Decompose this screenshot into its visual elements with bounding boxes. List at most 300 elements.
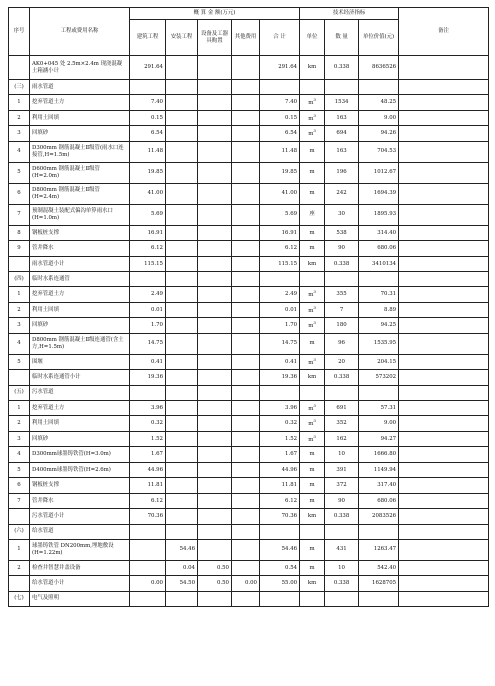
- header-estimate-group: 概 算 金 额(万元): [130, 8, 300, 20]
- cell-remark: [399, 370, 489, 386]
- cell-install: [166, 447, 198, 463]
- cell-equipment: [198, 302, 232, 318]
- cell-name: 球墨铸铁管 DN200mm,埋地敷设(H=1.22m): [30, 539, 130, 560]
- cell-unit: m: [300, 225, 325, 241]
- cell-unit: m: [300, 183, 325, 204]
- cell-unit: m: [300, 493, 325, 509]
- cell-empty: [166, 524, 198, 539]
- cell-remark: [399, 204, 489, 225]
- cell-qty: 355: [325, 287, 359, 303]
- cell-other: [232, 56, 260, 80]
- cell-equipment: [198, 225, 232, 241]
- cell-name: 挖弃管道土方: [30, 400, 130, 416]
- table-row: [9, 509, 489, 525]
- cell-install: [166, 333, 198, 354]
- cell-install: [166, 431, 198, 447]
- cell-unit: km: [300, 56, 325, 80]
- table-row: [9, 302, 489, 318]
- cell-total: 41.00: [260, 183, 300, 204]
- cell-equipment: [198, 462, 232, 478]
- cell-unit-value: 1694.39: [359, 183, 399, 204]
- cell-building: 11.48: [130, 141, 166, 162]
- cell-empty: [260, 272, 300, 287]
- cell-seq: 1: [9, 400, 30, 416]
- cell-name: 给水管道小计: [30, 576, 130, 592]
- cell-equipment: [198, 183, 232, 204]
- cell-seq: [9, 56, 30, 80]
- cell-remark: [399, 183, 489, 204]
- cell-other: [232, 225, 260, 241]
- cell-name: D300mm球墨铸铁管(H=3.0m): [30, 447, 130, 463]
- cell-seq: 5: [9, 162, 30, 183]
- cell-qty: 694: [325, 126, 359, 142]
- cell-qty: 0.338: [325, 256, 359, 272]
- table-row: [9, 416, 489, 432]
- cell-building: 0.01: [130, 302, 166, 318]
- cell-remark: [399, 431, 489, 447]
- cell-install: [166, 318, 198, 334]
- cell-total: 7.40: [260, 95, 300, 111]
- cell-name: 挖弃管道土方: [30, 95, 130, 111]
- cell-empty: [166, 272, 198, 287]
- cell-seq: 8: [9, 225, 30, 241]
- cell-qty: 242: [325, 183, 359, 204]
- table-row: [9, 56, 489, 80]
- cell-qty: 10: [325, 560, 359, 576]
- table-row: [9, 318, 489, 334]
- cell-remark: [399, 400, 489, 416]
- header-seq: 序号: [9, 8, 30, 56]
- cell-total: 44.96: [260, 462, 300, 478]
- cell-name: D800mm 钢筋混凝土Ⅱ级连通管(含土方,H=1.5m): [30, 333, 130, 354]
- cell-other: [232, 416, 260, 432]
- table-row: [9, 333, 489, 354]
- cell-install: [166, 141, 198, 162]
- cell-name: 雨水管道: [30, 80, 130, 95]
- cell-total: 11.81: [260, 478, 300, 494]
- cell-seq: (四): [9, 272, 30, 287]
- cell-install: [166, 493, 198, 509]
- cell-install: [166, 400, 198, 416]
- cell-remark: [399, 416, 489, 432]
- cell-building: [130, 539, 166, 560]
- cell-qty: 30: [325, 204, 359, 225]
- header-equipment: 设备及工器具购置: [198, 20, 232, 56]
- section-row: [9, 272, 489, 287]
- cell-name: 污水管道: [30, 385, 130, 400]
- cell-qty: 538: [325, 225, 359, 241]
- cell-empty: [198, 80, 232, 95]
- cell-empty: [325, 272, 359, 287]
- cell-name: D800mm 钢筋混凝土Ⅱ级管(H=2.4m): [30, 183, 130, 204]
- cell-remark: [399, 576, 489, 592]
- cell-seq: 9: [9, 241, 30, 257]
- cell-remark: [399, 256, 489, 272]
- cell-install: [166, 462, 198, 478]
- cell-other: [232, 302, 260, 318]
- cell-name: 围堰: [30, 354, 130, 370]
- cell-empty: [325, 385, 359, 400]
- cell-unit-value: 9.00: [359, 416, 399, 432]
- cell-building: 7.40: [130, 95, 166, 111]
- cell-equipment: [198, 256, 232, 272]
- cell-name: 检查井智慧井盖设备: [30, 560, 130, 576]
- cell-building: 1.52: [130, 431, 166, 447]
- cell-unit-value: 204.15: [359, 354, 399, 370]
- table-row: [9, 576, 489, 592]
- cell-equipment: [198, 431, 232, 447]
- cell-remark: [399, 318, 489, 334]
- cell-equipment: [198, 354, 232, 370]
- cell-empty: [198, 524, 232, 539]
- cell-qty: 0.338: [325, 509, 359, 525]
- cell-name: D600mm 钢筋混凝土Ⅱ级管(H=2.0m): [30, 162, 130, 183]
- cell-total: 70.36: [260, 509, 300, 525]
- table-row: [9, 241, 489, 257]
- cell-install: [166, 225, 198, 241]
- cell-qty: 691: [325, 400, 359, 416]
- table-row: [9, 183, 489, 204]
- cell-empty: [232, 80, 260, 95]
- table-row: [9, 95, 489, 111]
- table-row: [9, 431, 489, 447]
- cell-qty: 431: [325, 539, 359, 560]
- cell-unit: m: [300, 539, 325, 560]
- cell-name: 管井降水: [30, 241, 130, 257]
- cell-unit-value: 9.00: [359, 110, 399, 126]
- cell-total: 3.96: [260, 400, 300, 416]
- cell-equipment: [198, 509, 232, 525]
- cell-seq: 4: [9, 333, 30, 354]
- cost-estimate-table: [8, 7, 489, 607]
- cell-unit-value: 680.06: [359, 493, 399, 509]
- cell-qty: 1534: [325, 95, 359, 111]
- cell-remark: [399, 225, 489, 241]
- cell-install: 0.04: [166, 560, 198, 576]
- cell-empty: [359, 80, 399, 95]
- cell-seq: 1: [9, 287, 30, 303]
- cell-building: 6.12: [130, 241, 166, 257]
- cell-total: 19.36: [260, 370, 300, 386]
- cell-unit-value: 57.31: [359, 400, 399, 416]
- cell-unit-value: 542.40: [359, 560, 399, 576]
- cell-total: 2.49: [260, 287, 300, 303]
- table-row: [9, 539, 489, 560]
- cell-other: [232, 110, 260, 126]
- cell-empty: [399, 591, 489, 606]
- cell-install: [166, 302, 198, 318]
- cell-building: 70.36: [130, 509, 166, 525]
- cell-equipment: [198, 493, 232, 509]
- section-row: [9, 591, 489, 606]
- cell-other: [232, 462, 260, 478]
- cell-seq: 2: [9, 560, 30, 576]
- cell-unit: m: [300, 560, 325, 576]
- cell-remark: [399, 509, 489, 525]
- cell-unit: km: [300, 509, 325, 525]
- cell-equipment: [198, 333, 232, 354]
- table-row: [9, 162, 489, 183]
- cell-qty: 196: [325, 162, 359, 183]
- cell-empty: [130, 80, 166, 95]
- cell-name: AK0+045 处 2.5m×2.4m 现浇混凝土箱涵小计: [30, 56, 130, 80]
- cell-seq: 6: [9, 478, 30, 494]
- cell-seq: [9, 576, 30, 592]
- cell-unit: 座: [300, 204, 325, 225]
- cell-empty: [359, 524, 399, 539]
- cell-qty: 0.338: [325, 56, 359, 80]
- cell-unit-value: 8.89: [359, 302, 399, 318]
- cell-other: [232, 162, 260, 183]
- cell-install: [166, 354, 198, 370]
- cell-empty: [325, 591, 359, 606]
- table-row: [9, 256, 489, 272]
- cell-building: 19.85: [130, 162, 166, 183]
- cell-name: 预制混凝土装配式偏沟单箅雨水口(H=1.0m): [30, 204, 130, 225]
- cell-empty: [232, 272, 260, 287]
- cell-unit: km: [300, 256, 325, 272]
- cell-install: [166, 56, 198, 80]
- cell-qty: 90: [325, 241, 359, 257]
- cell-equipment: [198, 241, 232, 257]
- cell-total: 115.15: [260, 256, 300, 272]
- cell-total: 19.85: [260, 162, 300, 183]
- cell-qty: 163: [325, 110, 359, 126]
- cell-empty: [399, 272, 489, 287]
- cell-equipment: [198, 447, 232, 463]
- cell-unit: km: [300, 576, 325, 592]
- cell-other: [232, 478, 260, 494]
- cell-empty: [130, 591, 166, 606]
- cell-name: 挖弃管道土方: [30, 287, 130, 303]
- cell-qty: 372: [325, 478, 359, 494]
- cell-unit-value: 2083526: [359, 509, 399, 525]
- cell-other: [232, 126, 260, 142]
- cell-remark: [399, 462, 489, 478]
- cell-empty: [260, 591, 300, 606]
- cell-unit-value: 1149.94: [359, 462, 399, 478]
- cell-qty: 0.338: [325, 370, 359, 386]
- cell-unit-value: 94.27: [359, 431, 399, 447]
- cell-unit: $m^3$: [300, 287, 325, 303]
- cell-seq: 2: [9, 302, 30, 318]
- cell-total: 1.70: [260, 318, 300, 334]
- cell-total: 1.52: [260, 431, 300, 447]
- cell-seq: 7: [9, 204, 30, 225]
- cell-name: D400mm球墨铸铁管(H=2.6m): [30, 462, 130, 478]
- cell-install: [166, 162, 198, 183]
- cell-empty: [198, 591, 232, 606]
- cell-empty: [166, 80, 198, 95]
- cell-empty: [198, 272, 232, 287]
- cell-building: 3.96: [130, 400, 166, 416]
- cell-other: [232, 431, 260, 447]
- cell-total: 0.01: [260, 302, 300, 318]
- cell-equipment: [198, 539, 232, 560]
- cell-remark: [399, 333, 489, 354]
- cell-remark: [399, 354, 489, 370]
- cell-install: [166, 416, 198, 432]
- cell-unit: m: [300, 462, 325, 478]
- cell-unit-value: 94.25: [359, 318, 399, 334]
- table-row: [9, 354, 489, 370]
- cell-empty: [325, 80, 359, 95]
- cell-unit: m: [300, 141, 325, 162]
- cell-total: 0.54: [260, 560, 300, 576]
- cell-seq: 4: [9, 447, 30, 463]
- cell-empty: [260, 80, 300, 95]
- cell-qty: 162: [325, 431, 359, 447]
- cell-other: [232, 256, 260, 272]
- cell-qty: 180: [325, 318, 359, 334]
- cell-other: [232, 287, 260, 303]
- cell-unit: m: [300, 162, 325, 183]
- cell-remark: [399, 560, 489, 576]
- cell-qty: 352: [325, 416, 359, 432]
- cell-empty: [198, 385, 232, 400]
- cell-unit-value: 3410134: [359, 256, 399, 272]
- cell-other: [232, 370, 260, 386]
- cell-seq: (七): [9, 591, 30, 606]
- cell-name: 临时水系连通管小计: [30, 370, 130, 386]
- table-row: [9, 478, 489, 494]
- cell-empty: [300, 80, 325, 95]
- cell-qty: 90: [325, 493, 359, 509]
- cell-empty: [399, 524, 489, 539]
- cell-building: 16.91: [130, 225, 166, 241]
- cell-empty: [232, 524, 260, 539]
- cell-unit: $m^3$: [300, 318, 325, 334]
- cell-name: 电气及照明: [30, 591, 130, 606]
- cell-seq: 1: [9, 539, 30, 560]
- cell-name: 污水管道小计: [30, 509, 130, 525]
- cell-building: 6.54: [130, 126, 166, 142]
- cell-remark: [399, 302, 489, 318]
- cell-equipment: [198, 141, 232, 162]
- section-row: [9, 80, 489, 95]
- cell-remark: [399, 126, 489, 142]
- cell-empty: [260, 385, 300, 400]
- cell-total: 0.32: [260, 416, 300, 432]
- cell-unit: m: [300, 447, 325, 463]
- cell-seq: (五): [9, 385, 30, 400]
- cell-equipment: [198, 318, 232, 334]
- cell-building: 1.70: [130, 318, 166, 334]
- cell-install: [166, 287, 198, 303]
- cell-total: 6.12: [260, 241, 300, 257]
- cell-name: 管井降水: [30, 493, 130, 509]
- cell-unit-value: 1666.80: [359, 447, 399, 463]
- cell-seq: 2: [9, 110, 30, 126]
- cell-remark: [399, 95, 489, 111]
- cell-other: [232, 183, 260, 204]
- cell-equipment: [198, 478, 232, 494]
- cell-empty: [130, 524, 166, 539]
- cell-qty: 391: [325, 462, 359, 478]
- cell-seq: 3: [9, 431, 30, 447]
- cell-empty: [232, 591, 260, 606]
- cell-total: 55.00: [260, 576, 300, 592]
- cell-equipment: 0.50: [198, 576, 232, 592]
- cell-install: [166, 478, 198, 494]
- cell-qty: 96: [325, 333, 359, 354]
- table-row: [9, 493, 489, 509]
- cell-empty: [166, 385, 198, 400]
- cell-remark: [399, 141, 489, 162]
- cell-unit-value: 573202: [359, 370, 399, 386]
- cell-unit: $m^3$: [300, 354, 325, 370]
- cell-name: 钢板桩支撑: [30, 225, 130, 241]
- cell-other: [232, 493, 260, 509]
- cell-other: [232, 560, 260, 576]
- cell-qty: 20: [325, 354, 359, 370]
- cell-install: 54.46: [166, 539, 198, 560]
- cell-other: [232, 447, 260, 463]
- cell-unit: km: [300, 370, 325, 386]
- cell-unit: m: [300, 333, 325, 354]
- cell-empty: [300, 524, 325, 539]
- cell-building: 19.36: [130, 370, 166, 386]
- table-row: [9, 110, 489, 126]
- cell-building: 115.15: [130, 256, 166, 272]
- cell-seq: (六): [9, 524, 30, 539]
- cell-unit-value: 94.26: [359, 126, 399, 142]
- cell-install: [166, 95, 198, 111]
- cell-empty: [399, 385, 489, 400]
- cell-name: 回填砂: [30, 126, 130, 142]
- cell-seq: 5: [9, 354, 30, 370]
- cell-seq: 5: [9, 462, 30, 478]
- cell-other: [232, 333, 260, 354]
- cell-install: 54.50: [166, 576, 198, 592]
- cell-empty: [399, 80, 489, 95]
- cell-other: [232, 318, 260, 334]
- cell-total: 5.69: [260, 204, 300, 225]
- cell-building: 14.75: [130, 333, 166, 354]
- cell-total: 14.75: [260, 333, 300, 354]
- cell-equipment: [198, 126, 232, 142]
- cell-building: 5.69: [130, 204, 166, 225]
- cell-seq: 7: [9, 493, 30, 509]
- cell-seq: 3: [9, 318, 30, 334]
- table-row: [9, 462, 489, 478]
- cell-install: [166, 256, 198, 272]
- cell-unit: $m^3$: [300, 400, 325, 416]
- cell-total: 0.15: [260, 110, 300, 126]
- cell-empty: [130, 385, 166, 400]
- cell-remark: [399, 56, 489, 80]
- table-row: [9, 126, 489, 142]
- cell-unit: $m^3$: [300, 416, 325, 432]
- cell-unit-value: 8636526: [359, 56, 399, 80]
- cell-empty: [300, 272, 325, 287]
- cell-total: 291.64: [260, 56, 300, 80]
- cell-remark: [399, 447, 489, 463]
- cell-unit-value: 1628705: [359, 576, 399, 592]
- cell-empty: [300, 385, 325, 400]
- cell-remark: [399, 162, 489, 183]
- cell-empty: [260, 524, 300, 539]
- cell-name: 利用土回填: [30, 416, 130, 432]
- cell-total: 0.41: [260, 354, 300, 370]
- cell-building: 6.12: [130, 493, 166, 509]
- cell-total: 1.67: [260, 447, 300, 463]
- cell-equipment: [198, 110, 232, 126]
- cell-equipment: 0.50: [198, 560, 232, 576]
- cell-install: [166, 370, 198, 386]
- table-row: [9, 287, 489, 303]
- cell-building: 291.64: [130, 56, 166, 80]
